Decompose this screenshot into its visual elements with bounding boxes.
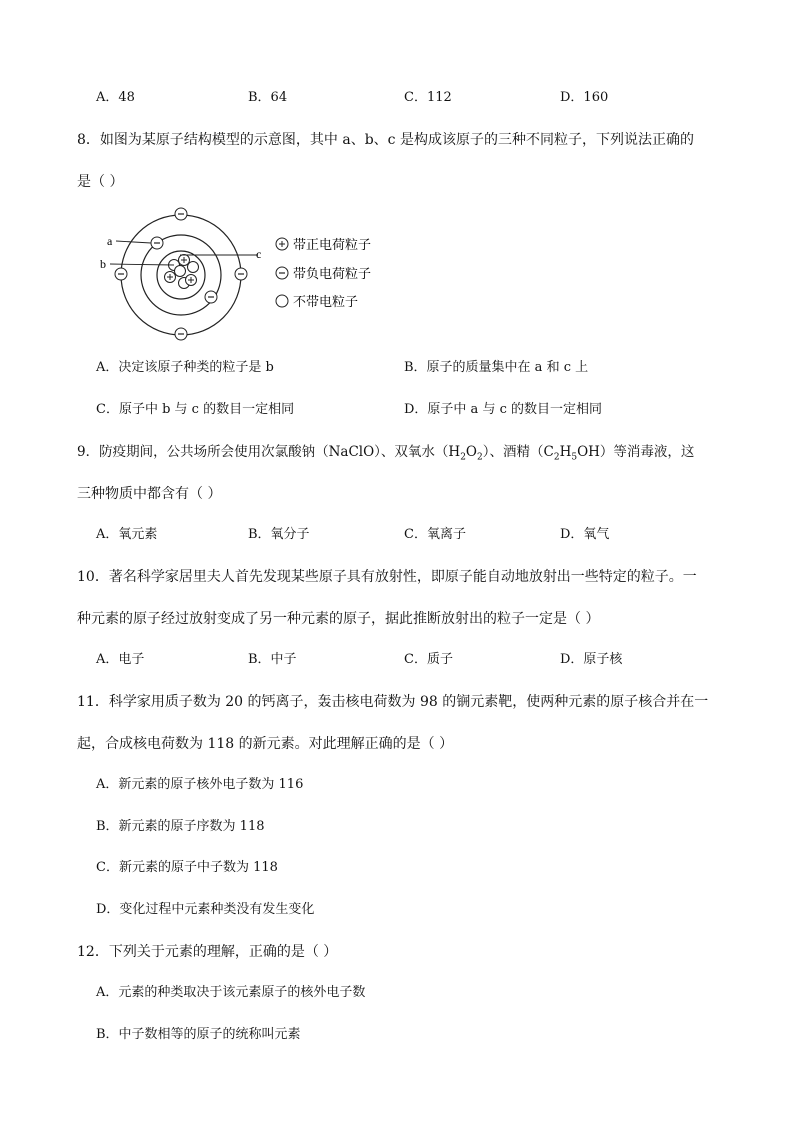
q9-option-c: C．氧离子 — [404, 527, 466, 542]
q8-option-c: C．原子中 b 与 c 的数目一定相同 — [96, 402, 295, 417]
q7-option-d: D．160 — [560, 90, 609, 105]
q8-option-d: D．原子中 a 与 c 的数目一定相同 — [404, 402, 602, 417]
q11-option-b: B．新元素的原子序数为 118 — [96, 819, 265, 834]
label-b: b — [100, 257, 106, 271]
legend-positive — [276, 237, 371, 253]
q10-stem-line1: 10．著名科学家居里夫人首先发现某些原子具有放射性，即原子能自动地放射出一些特定的粒子。一 — [77, 569, 697, 585]
q11-option-d: D．变化过程中元素种类没有发生变化 — [96, 902, 315, 917]
q12-option-a: A．元素的种类取决于该元素原子的核外电子数 — [96, 985, 366, 1000]
q7-option-a: A．48 — [96, 90, 135, 105]
pointer-b — [110, 264, 174, 265]
legend-neutral — [276, 294, 358, 310]
q11-stem-line2: 起，合成核电荷数为 118 的新元素。对此理解正确的是（ ） — [77, 736, 454, 752]
q11-option-c: C．新元素的原子中子数为 118 — [96, 860, 278, 875]
legend-negative — [276, 266, 371, 282]
electron-right — [235, 268, 247, 280]
q9-option-a: A．氧元素 — [96, 527, 158, 542]
label-c: c — [256, 247, 262, 261]
q7-option-b: B．64 — [248, 90, 288, 105]
legend-neutral-label: 不带电粒子 — [293, 295, 359, 310]
q8-option-b: B．原子的质量集中在 a 和 c 上 — [404, 360, 589, 375]
proton — [186, 275, 197, 286]
electron-top — [175, 208, 187, 220]
q10-option-d: D．原子核 — [560, 652, 623, 667]
electron-bottom — [175, 328, 187, 340]
label-a: a — [107, 234, 113, 248]
q9-option-d: D．氧气 — [560, 527, 610, 542]
electron-lower-right — [205, 291, 217, 303]
q8-stem-line1: 8．如图为某原子结构模型的示意图，其中 a、b、c 是构成该原子的三种不同粒子，下列说法正确的 — [77, 132, 694, 148]
electron-left — [115, 268, 127, 280]
pointer-a — [116, 241, 151, 243]
q12-stem-line1: 12．下列关于元素的理解，正确的是（ ） — [77, 944, 338, 960]
q9-stem-line1: 9．防疫期间，公共场所会使用次氯酸钠（NaClO）、双氧水$(H_2O_2)$、酒精$(C_2H_5OH)$等消毒液，这 — [77, 444, 695, 463]
q11-option-a: A．新元素的原子核外电子数为 116 — [96, 777, 304, 792]
legend-positive-label: 带正电荷粒子 — [293, 238, 372, 253]
electron-a — [151, 237, 163, 249]
q7-option-c: C．112 — [404, 90, 452, 105]
q10-stem-line2: 种元素的原子经过放射变成了另一种元素的原子，据此推断放射出的粒子一定是（ ） — [77, 611, 600, 627]
q8-stem-line2: 是（ ） — [77, 174, 124, 190]
nucleus — [165, 255, 199, 289]
q8-option-a: A．决定该原子种类的粒子是 b — [96, 360, 274, 375]
q12-option-b: B．中子数相等的原子的统称叫元素 — [96, 1027, 301, 1042]
q10-option-b: B．中子 — [248, 652, 297, 667]
q10-option-c: C．质子 — [404, 652, 453, 667]
q9-option-b: B．氧分子 — [248, 527, 310, 542]
atom-structure-diagram — [98, 203, 398, 345]
legend-negative-label: 带负电荷粒子 — [293, 267, 372, 282]
proton — [179, 255, 190, 266]
q9-stem-line2: 三种物质中都含有（ ） — [77, 486, 222, 502]
q11-stem-line1: 11．科学家用质子数为 20 的钙离子，轰击核电荷数为 98 的锎元素靶，使两种元素的原子核合并在一 — [77, 694, 709, 710]
proton — [165, 272, 176, 283]
q10-option-a: A．电子 — [96, 652, 145, 667]
